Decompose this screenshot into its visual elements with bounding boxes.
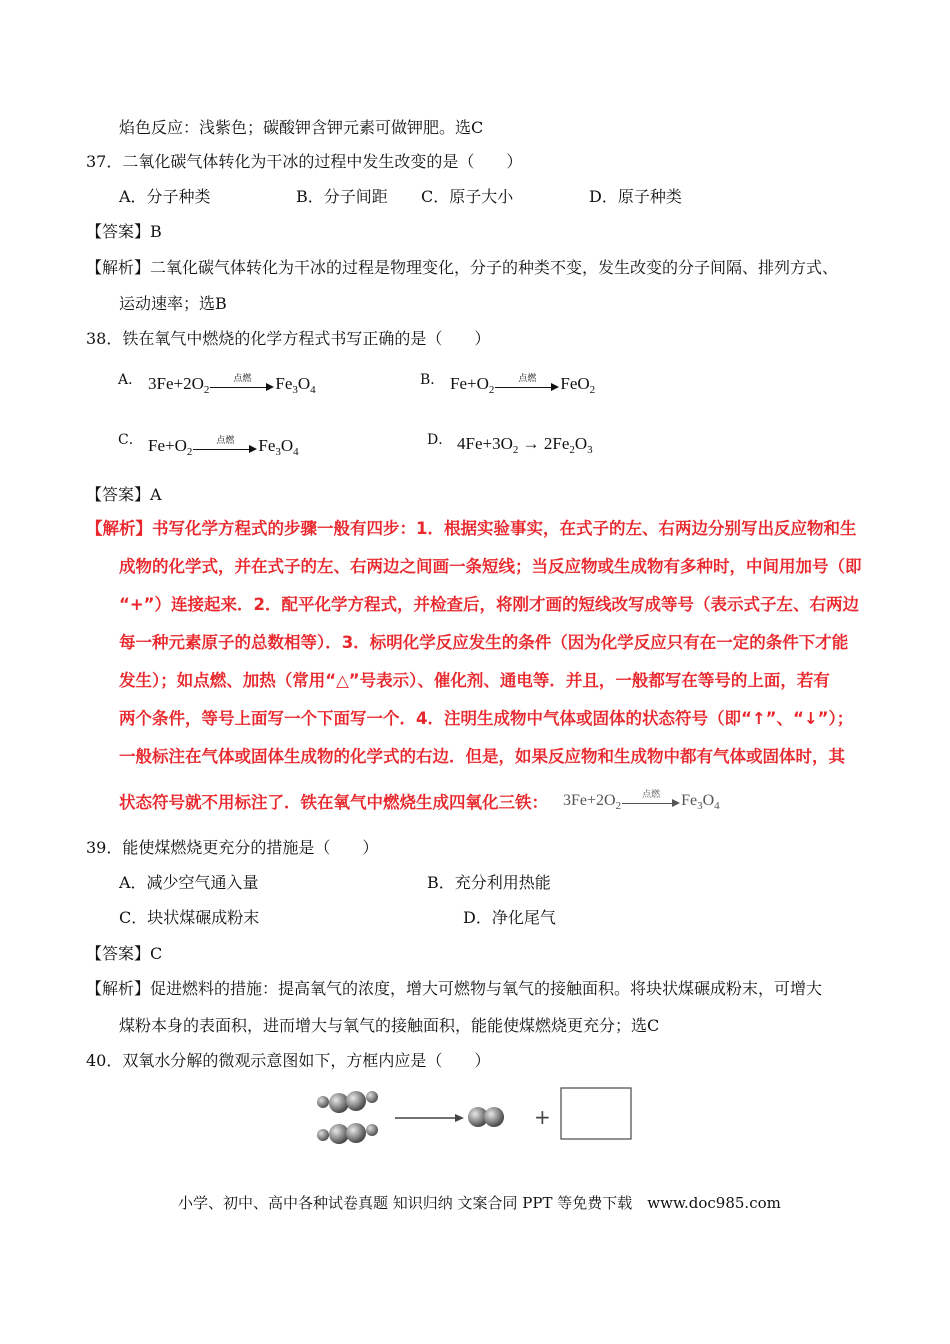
reaction-arrow-icon: 点燃 xyxy=(495,378,559,392)
q39-stem: 39．能使煤燃烧更充分的措施是（ ） xyxy=(86,838,379,857)
reaction-arrow-icon: 点燃 xyxy=(193,440,257,454)
q39-option-c: C．块状煤碾成粉末 xyxy=(119,908,260,927)
h2o2-molecule-icon xyxy=(317,1091,378,1113)
q39-answer: 【答案】C xyxy=(86,944,163,963)
q39-option-a: A．减少空气通入量 xyxy=(119,873,259,892)
q38-analysis-equation: $3Fe+2O_2$ 点燃 $Fe_3O_4$ xyxy=(563,790,720,812)
q38-label-b: B． xyxy=(420,372,445,388)
q37-analysis-line1: 【解析】二氧化碳气体转化为干冰的过程是物理变化，分子的种类不变，发生改变的分子间隔、排列方式、 xyxy=(86,258,839,277)
q37-option-d: D．原子种类 xyxy=(589,187,682,206)
q38-answer: 【答案】A xyxy=(86,485,162,504)
q38-label-d: D． xyxy=(427,432,453,448)
q38-analysis-line1: 【解析】书写化学方程式的步骤一般有四步：1．根据实验事实，在式子的左、右两边分别写出反应物和生 xyxy=(86,519,857,538)
q38-equation-b: $Fe+O_2$ 点燃 FeO$_2$ xyxy=(450,374,596,396)
answer-box xyxy=(561,1088,631,1139)
o2-molecule-icon xyxy=(468,1107,504,1127)
q38-label-a: A． xyxy=(118,372,143,388)
q39-analysis-line2: 煤粉本身的表面积，进而增大与氧气的接触面积，能能使煤燃烧更充分；选C xyxy=(119,1016,660,1035)
reaction-arrow-icon: 点燃 xyxy=(622,794,680,808)
q38-equation-c: $Fe+O_2$ 点燃 $Fe_3O_4$ xyxy=(148,436,299,458)
q37-answer: 【答案】B xyxy=(86,222,162,241)
q38-stem: 38．铁在氧气中燃烧的化学方程式书写正确的是（ ） xyxy=(86,329,491,348)
q39-option-b: B．充分利用热能 xyxy=(427,873,551,892)
q39-option-d: D．净化尾气 xyxy=(463,908,556,927)
q38-analysis-line4: 每一种元素原子的总数相等）．3．标明化学反应发生的条件（因为化学反应只有在一定的条件下才能 xyxy=(119,633,849,652)
q37-option-c: C．原子大小 xyxy=(421,187,514,206)
q38-analysis-line5: 发生）；如点燃、加热（常用“△”号表示）、催化剂、通电等．并且，一般都写在等号的上面，若有 xyxy=(119,671,830,690)
q38-label-c: C． xyxy=(118,432,143,448)
q40-stem: 40．双氧水分解的微观示意图如下，方框内应是（ ） xyxy=(86,1051,491,1070)
q38-analysis-line6: 两个条件，等号上面写一个下面写一个．4．注明生成物中气体或固体的状态符号（即“↑”、“↓”）； xyxy=(119,709,854,728)
page-footer: 小学、初中、高中各种试卷真题 知识归纳 文案合同 PPT 等免费下载 www.doc985.com xyxy=(178,1194,781,1212)
q38-equation-d: $4Fe+3O_2 \to 2Fe_2O_3$ xyxy=(457,434,593,456)
q38-analysis-line7: 一般标注在气体或固体生成物的化学式的右边．但是，如果反应物和生成物中都有气体或固体时，其 xyxy=(119,747,845,766)
arrow-right-icon xyxy=(395,1114,464,1122)
h2o2-molecule-icon xyxy=(317,1123,378,1144)
q38-analysis-line2: 成物的化学式，并在式子的左、右两边之间画一条短线；当反应物或生成物有多种时，中间用加号（即 xyxy=(119,557,862,576)
q37-option-b: B．分子间距 xyxy=(296,187,388,206)
q36-analysis-tail: 焰色反应：浅紫色；碳酸钾含钾元素可做钾肥。选C xyxy=(119,118,484,137)
q37-option-a: A．分子种类 xyxy=(119,187,211,206)
q38-analysis-line3: “+”）连接起来．2．配平化学方程式，并检查后，将刚才画的短线改写成等号（表示式子左、右两边 xyxy=(119,595,859,614)
hydrogen-peroxide-decomposition-diagram xyxy=(310,1085,640,1155)
reaction-arrow-icon: 点燃 xyxy=(210,378,274,392)
q38-equation-a: $3Fe+2O_2$ 点燃 $Fe_3O_4$ xyxy=(148,374,316,396)
q38-analysis-line8: 状态符号就不用标注了．铁在氧气中燃烧生成四氧化三铁： xyxy=(119,793,548,812)
q39-analysis-line1: 【解析】促进燃料的措施：提高氧气的浓度，增大可燃物与氧气的接触面积。将块状煤碾成粉末，可增大 xyxy=(86,979,823,998)
plus-sign: + xyxy=(534,1105,551,1129)
q37-stem: 37．二氧化碳气体转化为干冰的过程中发生改变的是（ ） xyxy=(86,152,523,171)
q37-analysis-line2: 运动速率；选B xyxy=(119,294,227,313)
